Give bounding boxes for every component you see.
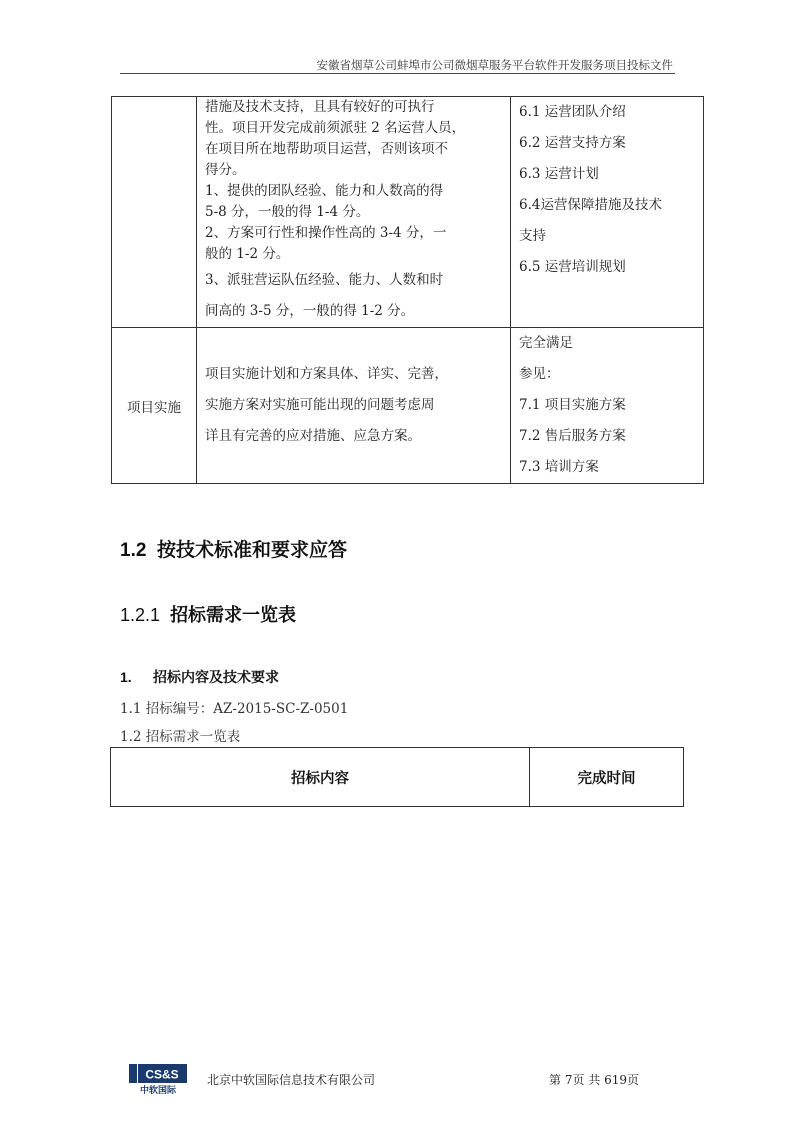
section-heading-1-2 <box>120 535 347 562</box>
criteria-line: 实施方案对实施可能出现的问题考虑周 <box>205 397 435 413</box>
criteria-line: 3、派驻营运队伍经验、能力、人数和时 <box>205 272 444 288</box>
section-title: 按技术标准和要求应答 <box>156 540 347 561</box>
reference-line: 完全满足 <box>519 335 573 351</box>
reference-line: 7.1 项目实施方案 <box>519 397 626 413</box>
criteria-line: 般的 1-2 分。 <box>205 246 290 262</box>
requirements-list-label: 1.2 招标需求一览表 <box>120 729 241 745</box>
section-heading-1-2-1 <box>120 601 296 627</box>
criteria-line: 2、方案可行性和操作性高的 3-4 分，一 <box>205 225 447 241</box>
header-divider <box>120 73 675 74</box>
table-row <box>112 328 704 484</box>
subsection-title: 招标内容及技术要求 <box>153 669 279 685</box>
criteria-line: 性。项目开发完成前须派驻 2 名运营人员， <box>205 120 466 136</box>
table-row <box>112 97 704 328</box>
logo-text-top: CS&S <box>145 1067 179 1082</box>
logo-text-bottom: 中软国际 <box>139 1086 177 1095</box>
reference-line: 6.2 运营支持方案 <box>519 135 626 151</box>
tender-number-line: 1.1 招标编号：AZ-2015-SC-Z-0501 <box>120 701 349 717</box>
category-cell <box>112 97 197 328</box>
section-title: 招标需求一览表 <box>170 605 297 625</box>
reference-cell <box>511 328 704 484</box>
footer-page-number: 第 7页 共 619页 <box>549 1073 639 1087</box>
criteria-cell <box>197 97 511 328</box>
reference-line: 7.2 售后服务方案 <box>519 428 626 444</box>
section-number: 1.2.1 <box>120 605 161 625</box>
reference-line: 6.3 运营计划 <box>519 166 599 182</box>
logo-bar <box>129 1064 137 1083</box>
reference-line: 6.1 运营团队介绍 <box>519 104 626 120</box>
criteria-line: 5-8 分，一般的得 1-4 分。 <box>205 204 370 220</box>
subsection-heading-1 <box>120 667 279 687</box>
reference-line: 6.4运营保障措施及技术 <box>519 197 662 213</box>
criteria-cell <box>197 328 511 484</box>
reference-line: 参见： <box>519 366 560 382</box>
subsection-number: 1. <box>120 669 132 685</box>
criteria-line: 详且有完善的应对措施、应急方案。 <box>205 428 421 444</box>
reference-cell <box>511 97 704 328</box>
table-header-row <box>111 748 684 807</box>
scoring-table <box>111 96 704 484</box>
reference-line: 6.5 运营培训规划 <box>519 259 626 275</box>
criteria-line: 得分。 <box>205 162 246 178</box>
criteria-line: 项目实施计划和方案具体、详实、完善， <box>205 366 448 382</box>
criteria-line: 间高的 3-5 分，一般的得 1-2 分。 <box>205 303 415 319</box>
reference-line: 支持 <box>519 228 546 244</box>
requirements-table <box>110 747 684 807</box>
footer-company-name: 北京中软国际信息技术有限公司 <box>207 1073 376 1087</box>
company-logo <box>128 1063 188 1095</box>
column-header-content: 招标内容 <box>111 748 530 807</box>
criteria-line: 1、提供的团队经验、能力和人数高的得 <box>205 183 444 199</box>
document-header-title: 安徽省烟草公司蚌埠市公司微烟草服务平台软件开发服务项目投标文件 <box>316 58 673 72</box>
criteria-line: 措施及技术支持，且具有较好的可执行 <box>205 99 435 115</box>
column-header-completion-time: 完成时间 <box>530 748 684 807</box>
reference-line: 7.3 培训方案 <box>519 459 599 475</box>
criteria-line: 在项目所在地帮助项目运营，否则该项不 <box>205 141 448 157</box>
section-number: 1.2 <box>120 540 147 561</box>
category-cell: 项目实施 <box>112 328 197 484</box>
